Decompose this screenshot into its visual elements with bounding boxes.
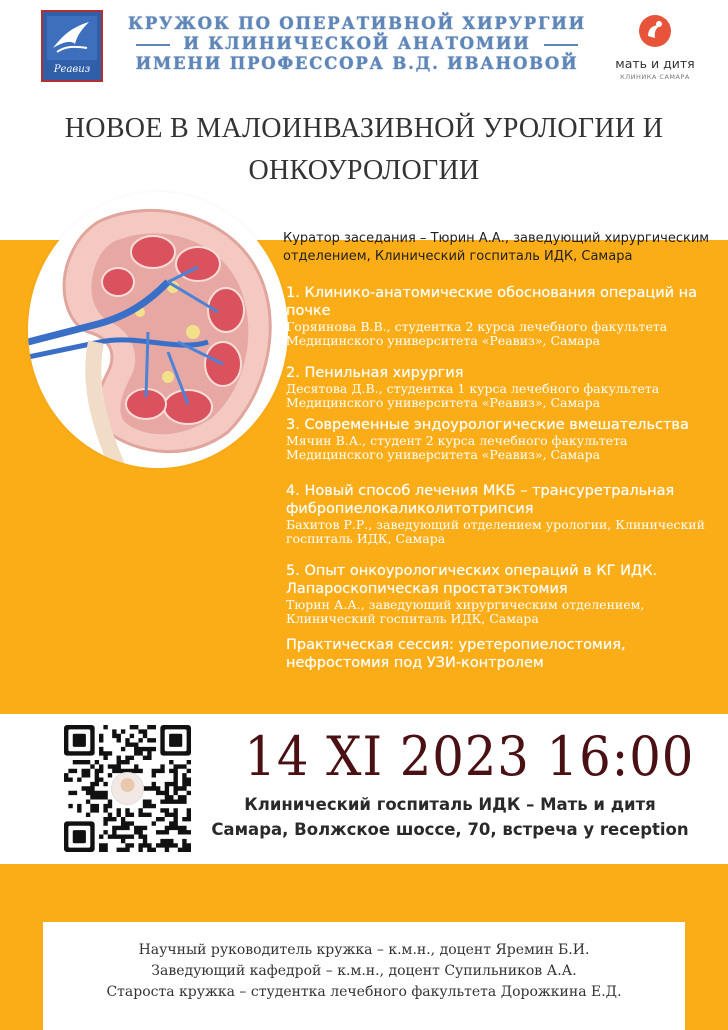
footer-line-1: Научный руководитель кружка – к.м.н., доцент Яремин Б.И.	[138, 942, 590, 958]
agenda-item-3-title: 3. Современные эндоурологические вмешательства	[286, 417, 689, 433]
agenda-item-3-speaker: Мячин В.А., студент 2 курса лечебного факультета Медицинского университета «Реавиз», Самара	[286, 433, 628, 462]
club-title-line-2: И КЛИНИЧЕСКОЙ АНАТОМИИ	[122, 34, 592, 54]
mother-child-logo	[600, 14, 710, 84]
agenda-item-2-title: 2. Пенильная хирургия	[286, 365, 464, 381]
agenda-item-4-speaker: Бахитов Р.Р., заведующий отделением урологии, Клинический госпиталь ИДК, Самара	[286, 517, 705, 546]
event-venue	[200, 792, 700, 842]
club-title-line-1: КРУЖОК ПО ОПЕРАТИВНОЙ ХИРУРГИИ	[128, 14, 586, 33]
club-title	[122, 14, 592, 74]
mother-child-sub: КЛИНИКА САМАРА	[620, 73, 690, 81]
agenda-item-1	[286, 284, 722, 348]
reaviz-logo	[41, 10, 103, 82]
footer-line-2: Заведующий кафедрой – к.м.н., доцент Супильников А.А.	[151, 963, 577, 979]
agenda-item-1-speaker: Горяинова В.В., студентка 2 курса лечебного факультета Медицинского университета «Реавиз», Самара	[286, 319, 668, 348]
agenda-item-2	[286, 364, 722, 410]
footer-line-3: Староста кружка – студентка лечебного факультета Дорожкина Е.Д.	[106, 984, 622, 1000]
event-venue-line-2: Самара, Волжское шоссе, 70, встреча у reception	[211, 820, 689, 839]
qr-code[interactable]	[64, 725, 191, 852]
page-title-line-2: ОНКОУРОЛОГИИ	[248, 155, 480, 186]
mother-child-icon	[636, 14, 674, 48]
mother-child-name: мать и дитя	[615, 56, 695, 71]
agenda-item-3	[286, 416, 722, 462]
reaviz-logo-text: Реавиз	[43, 60, 101, 80]
club-title-line-3: ИМЕНИ ПРОФЕССОРА В.Д. ИВАНОВОЙ	[135, 54, 579, 73]
footer-box	[43, 922, 685, 1030]
event-venue-line-1: Клинический госпиталь ИДК – Мать и дитя	[244, 795, 656, 814]
page-title	[20, 108, 708, 192]
agenda-item-5	[286, 562, 722, 626]
agenda-item-4-title: 4. Новый способ лечения МКБ – трансуретральная фибропиелокаликолитотрипсия	[286, 483, 675, 517]
practical-session	[286, 636, 722, 672]
agenda-item-5-speaker: Тюрин А.А., заведующий хирургическим отделением, Клинический госпиталь ИДК, Самара	[286, 597, 645, 626]
agenda-item-1-title: 1. Клинико-анатомические обоснования операций на почке	[286, 285, 698, 319]
reaviz-bird-icon	[51, 18, 93, 58]
footer-text	[43, 940, 685, 1003]
curator-text: Куратор заседания – Тюрин А.А., заведующий хирургическим отделением, Клинический госпиталь ИДК, Самара	[283, 231, 710, 264]
page-title-line-1: НОВОЕ В МАЛОИНВАЗИВНОЙ УРОЛОГИИ И	[64, 113, 664, 144]
agenda-item-2-speaker: Десятова Д.В., студентка 1 курса лечебного факультета Медицинского университета «Реавиз», Самара	[286, 381, 660, 410]
agenda-item-4	[286, 482, 722, 546]
kidney-illustration	[28, 192, 288, 468]
event-datetime: 14 XI 2023 16:00	[244, 725, 695, 788]
kidney-icon	[28, 192, 288, 468]
agenda-item-5-title: 5. Опыт онкоурологических операций в КГ ИДК. Лапароскопическая простатэктомия	[286, 563, 658, 597]
qr-code-icon	[64, 725, 191, 852]
practical-session-text: Практическая сессия: уретеропиелостомия, нефростомия под УЗИ-контролем	[286, 637, 626, 671]
